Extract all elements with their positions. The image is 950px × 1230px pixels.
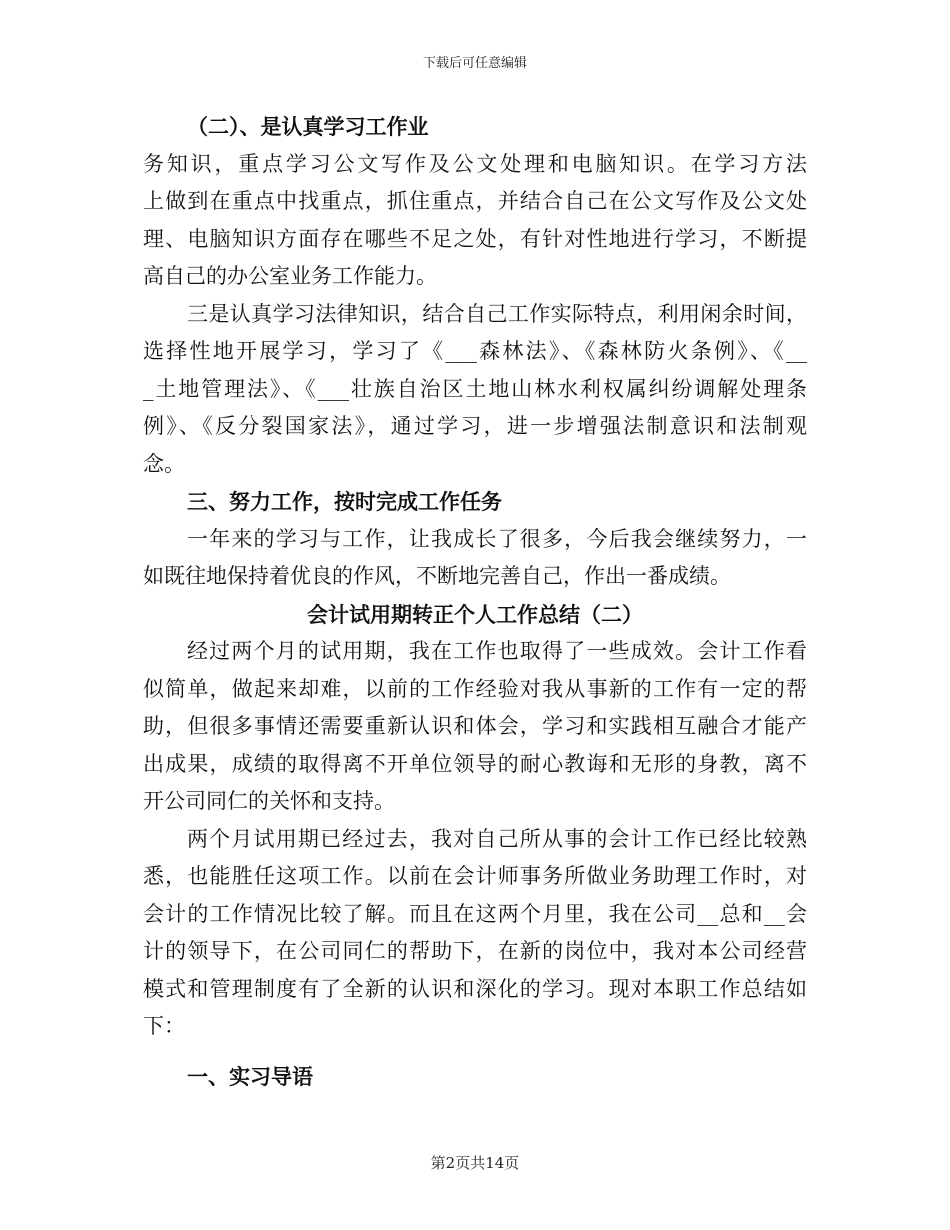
paragraph-line: 上做到在重点中找重点，抓住重点，并结合自己在公文写作及公文处 xyxy=(143,189,807,213)
paragraph-line: 一年来的学习与工作，让我成长了很多，今后我会继续努力，一 xyxy=(187,526,807,551)
paragraph-line: 高自己的办公室业务工作能力。 xyxy=(143,264,437,288)
section-heading: 一、实习导语 xyxy=(187,1063,313,1089)
section-heading: 三、努力工作，按时完成工作任务 xyxy=(187,489,502,514)
paragraph-line: 两个月试用期已经过去，我对自己所从事的会计工作已经比较熟 xyxy=(187,826,807,851)
paragraph-line: 念。 xyxy=(143,451,185,476)
paragraph-line: 例》、《反分裂国家法》，通过学习，进一步增强法制意识和法制观 xyxy=(143,414,807,438)
paragraph-line: 务知识，重点学习公文写作及公文处理和电脑知识。在学习方法 xyxy=(143,151,807,176)
paragraph-line: 悉，也能胜任这项工作。以前在会计师事务所做业务助理工作时，对 xyxy=(143,864,807,888)
paragraph-line: 经过两个月的试用期，我在工作也取得了一些成效。会计工作看 xyxy=(187,639,807,663)
document-title: 会计试用期转正个人工作总结（二） xyxy=(307,601,643,627)
paragraph-line: 理、电脑知识方面存在哪些不足之处，有针对性地进行学习，不断提 xyxy=(143,226,807,251)
paragraph-line: 助，但很多事情还需要重新认识和体会，学习和实践相互融合才能产 xyxy=(143,714,807,738)
paragraph-line: 选择性地开展学习，学习了《___森林法》、《森林防火条例》、《__ xyxy=(143,339,807,363)
paragraph-line: 开公司同仁的关怀和支持。 xyxy=(143,789,395,813)
page-header: 下载后可任意编辑 xyxy=(422,56,527,71)
paragraph-line: 会计的工作情况比较了解。而且在这两个月里，我在公司__总和__会 xyxy=(143,901,807,926)
paragraph-line: 如既往地保持着优良的作风，不断地完善自己，作出一番成绩。 xyxy=(143,564,731,588)
document-body xyxy=(143,108,807,1095)
paragraph-line: 模式和管理制度有了全新的认识和深化的学习。现对本职工作总结如 xyxy=(143,976,807,1001)
paragraph-line: 出成果，成绩的取得离不开单位领导的耐心教诲和无形的身教，离不 xyxy=(143,751,807,776)
paragraph-line: 计的领导下，在公司同仁的帮助下，在新的岗位中，我对本公司经营 xyxy=(143,939,807,963)
paragraph-line: 三是认真学习法律知识，结合自己工作实际特点，利用闲余时间， xyxy=(187,301,807,326)
paragraph-line: 似简单，做起来却难，以前的工作经验对我从事新的工作有一定的帮 xyxy=(143,676,807,701)
paragraph-line: _土地管理法》、《___壮族自治区土地山林水利权属纠纷调解处理条 xyxy=(143,376,807,401)
paragraph-line: 下： xyxy=(143,1014,185,1038)
section-heading: （二）、是认真学习工作业 xyxy=(187,114,429,139)
page-number: 第2页共14页 xyxy=(430,1154,520,1172)
spacer xyxy=(143,1046,807,1058)
